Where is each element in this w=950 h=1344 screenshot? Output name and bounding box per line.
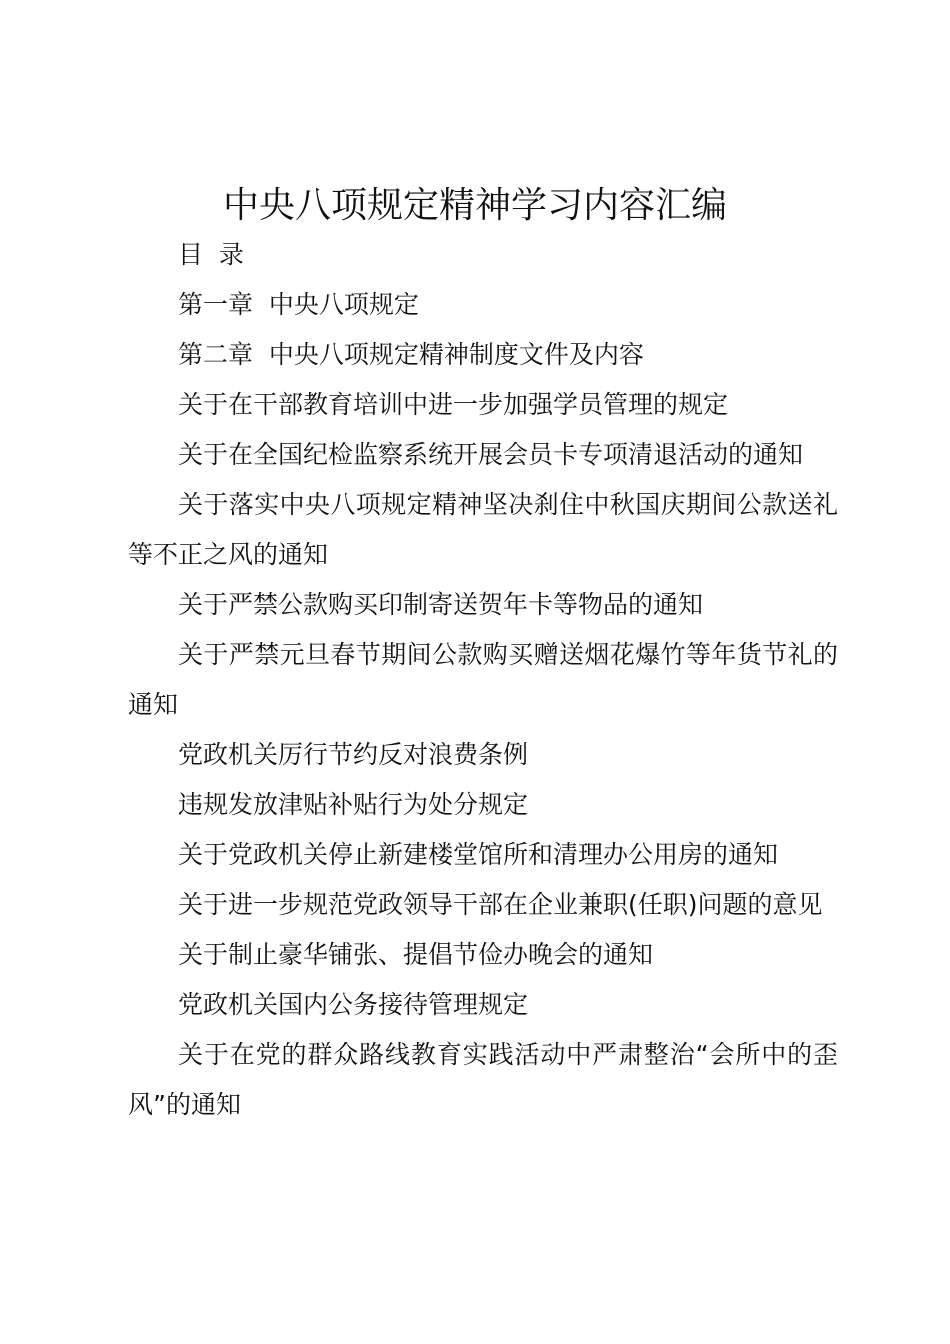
- toc-entry: 关于严禁元旦春节期间公款购买赠送烟花爆竹等年货节礼的通知: [128, 640, 838, 719]
- toc-entry: 关于在全国纪检监察系统开展会员卡专项清退活动的通知: [178, 440, 804, 469]
- table-of-contents: [128, 230, 838, 1130]
- toc-entry: 党政机关厉行节约反对浪费条例: [178, 740, 529, 769]
- toc-entry: 关于严禁公款购买印制寄送贺年卡等物品的通知: [178, 590, 704, 619]
- toc-entry: 党政机关国内公务接待管理规定: [178, 990, 529, 1019]
- toc-entry-chapter-1: 第一章 中央八项规定: [178, 290, 419, 319]
- toc-entry: 违规发放津贴补贴行为处分规定: [178, 790, 529, 819]
- toc-entry: 关于制止豪华铺张、提倡节俭办晚会的通知: [178, 940, 654, 969]
- document-title: 中央八项规定精神学习内容汇编: [222, 185, 727, 226]
- toc-entry: 关于党政机关停止新建楼堂馆所和清理办公用房的通知: [178, 840, 779, 869]
- toc-entry: 关于进一步规范党政领导干部在企业兼职(任职)问题的意见: [178, 890, 823, 919]
- toc-heading: 目 录: [178, 240, 244, 269]
- toc-entry: 关于在党的群众路线教育实践活动中严肃整治“会所中的歪风”的通知: [128, 1040, 838, 1119]
- toc-entry: 关于落实中央八项规定精神坚决刹住中秋国庆期间公款送礼等不正之风的通知: [128, 490, 838, 569]
- toc-entry: 关于在干部教育培训中进一步加强学员管理的规定: [178, 390, 729, 419]
- toc-entry-chapter-2: 第二章 中央八项规定精神制度文件及内容: [178, 340, 644, 369]
